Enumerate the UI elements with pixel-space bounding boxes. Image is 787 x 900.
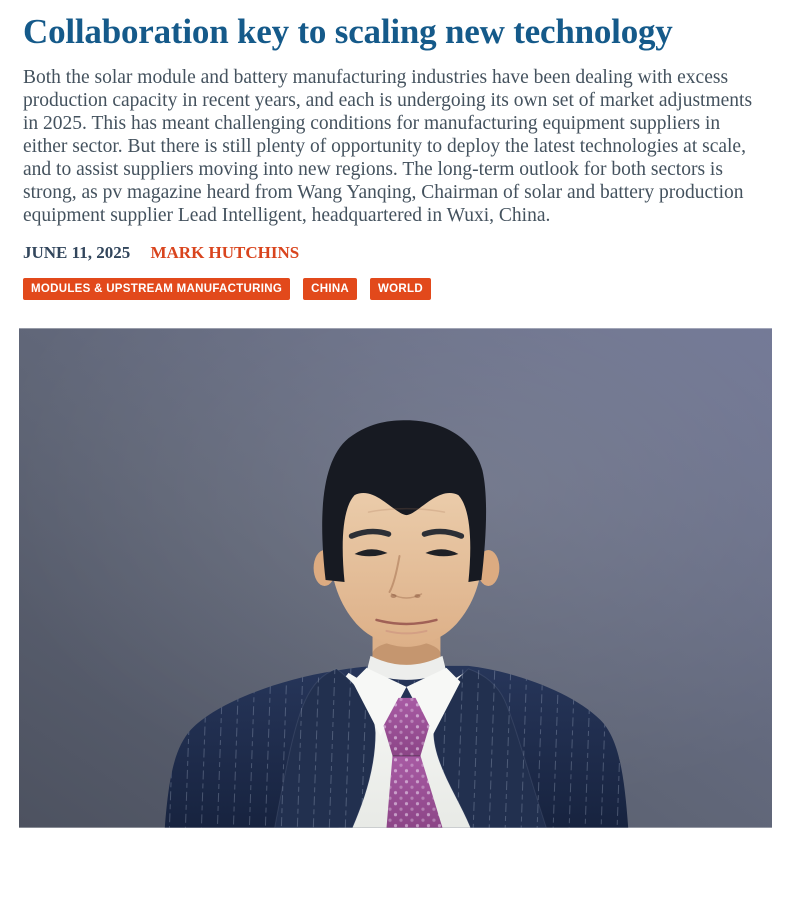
tag-world[interactable]: WORLD [370,278,431,301]
article-title: Collaboration key to scaling new technology [23,12,673,51]
article-meta [23,243,765,263]
article-featured-image [19,328,772,828]
tag-modules-upstream-manufacturing[interactable]: MODULES & UPSTREAM MANUFACTURING [23,278,290,301]
category-tags [23,278,765,301]
article-lede: Both the solar module and battery manufacturing industries have been dealing with excess production capacity in recent years, and each is undergoing its own set of market adjustments in 2025. This has meant challenging conditions for manufacturing equipment suppliers in either sector. But there is still plenty of opportunity to deploy the latest technologies at scale, and to assist suppliers moving into new regions. The long-term outlook for both sectors is strong, as pv magazine heard from Wang Yanqing, Chairman of solar and battery production equipment supplier Lead Intelligent, headquartered in Wuxi, China. [23,66,753,226]
tag-china[interactable]: CHINA [303,278,357,301]
author-link[interactable]: MARK HUTCHINS [150,242,300,262]
article-date: JUNE 11, 2025 [23,242,131,262]
